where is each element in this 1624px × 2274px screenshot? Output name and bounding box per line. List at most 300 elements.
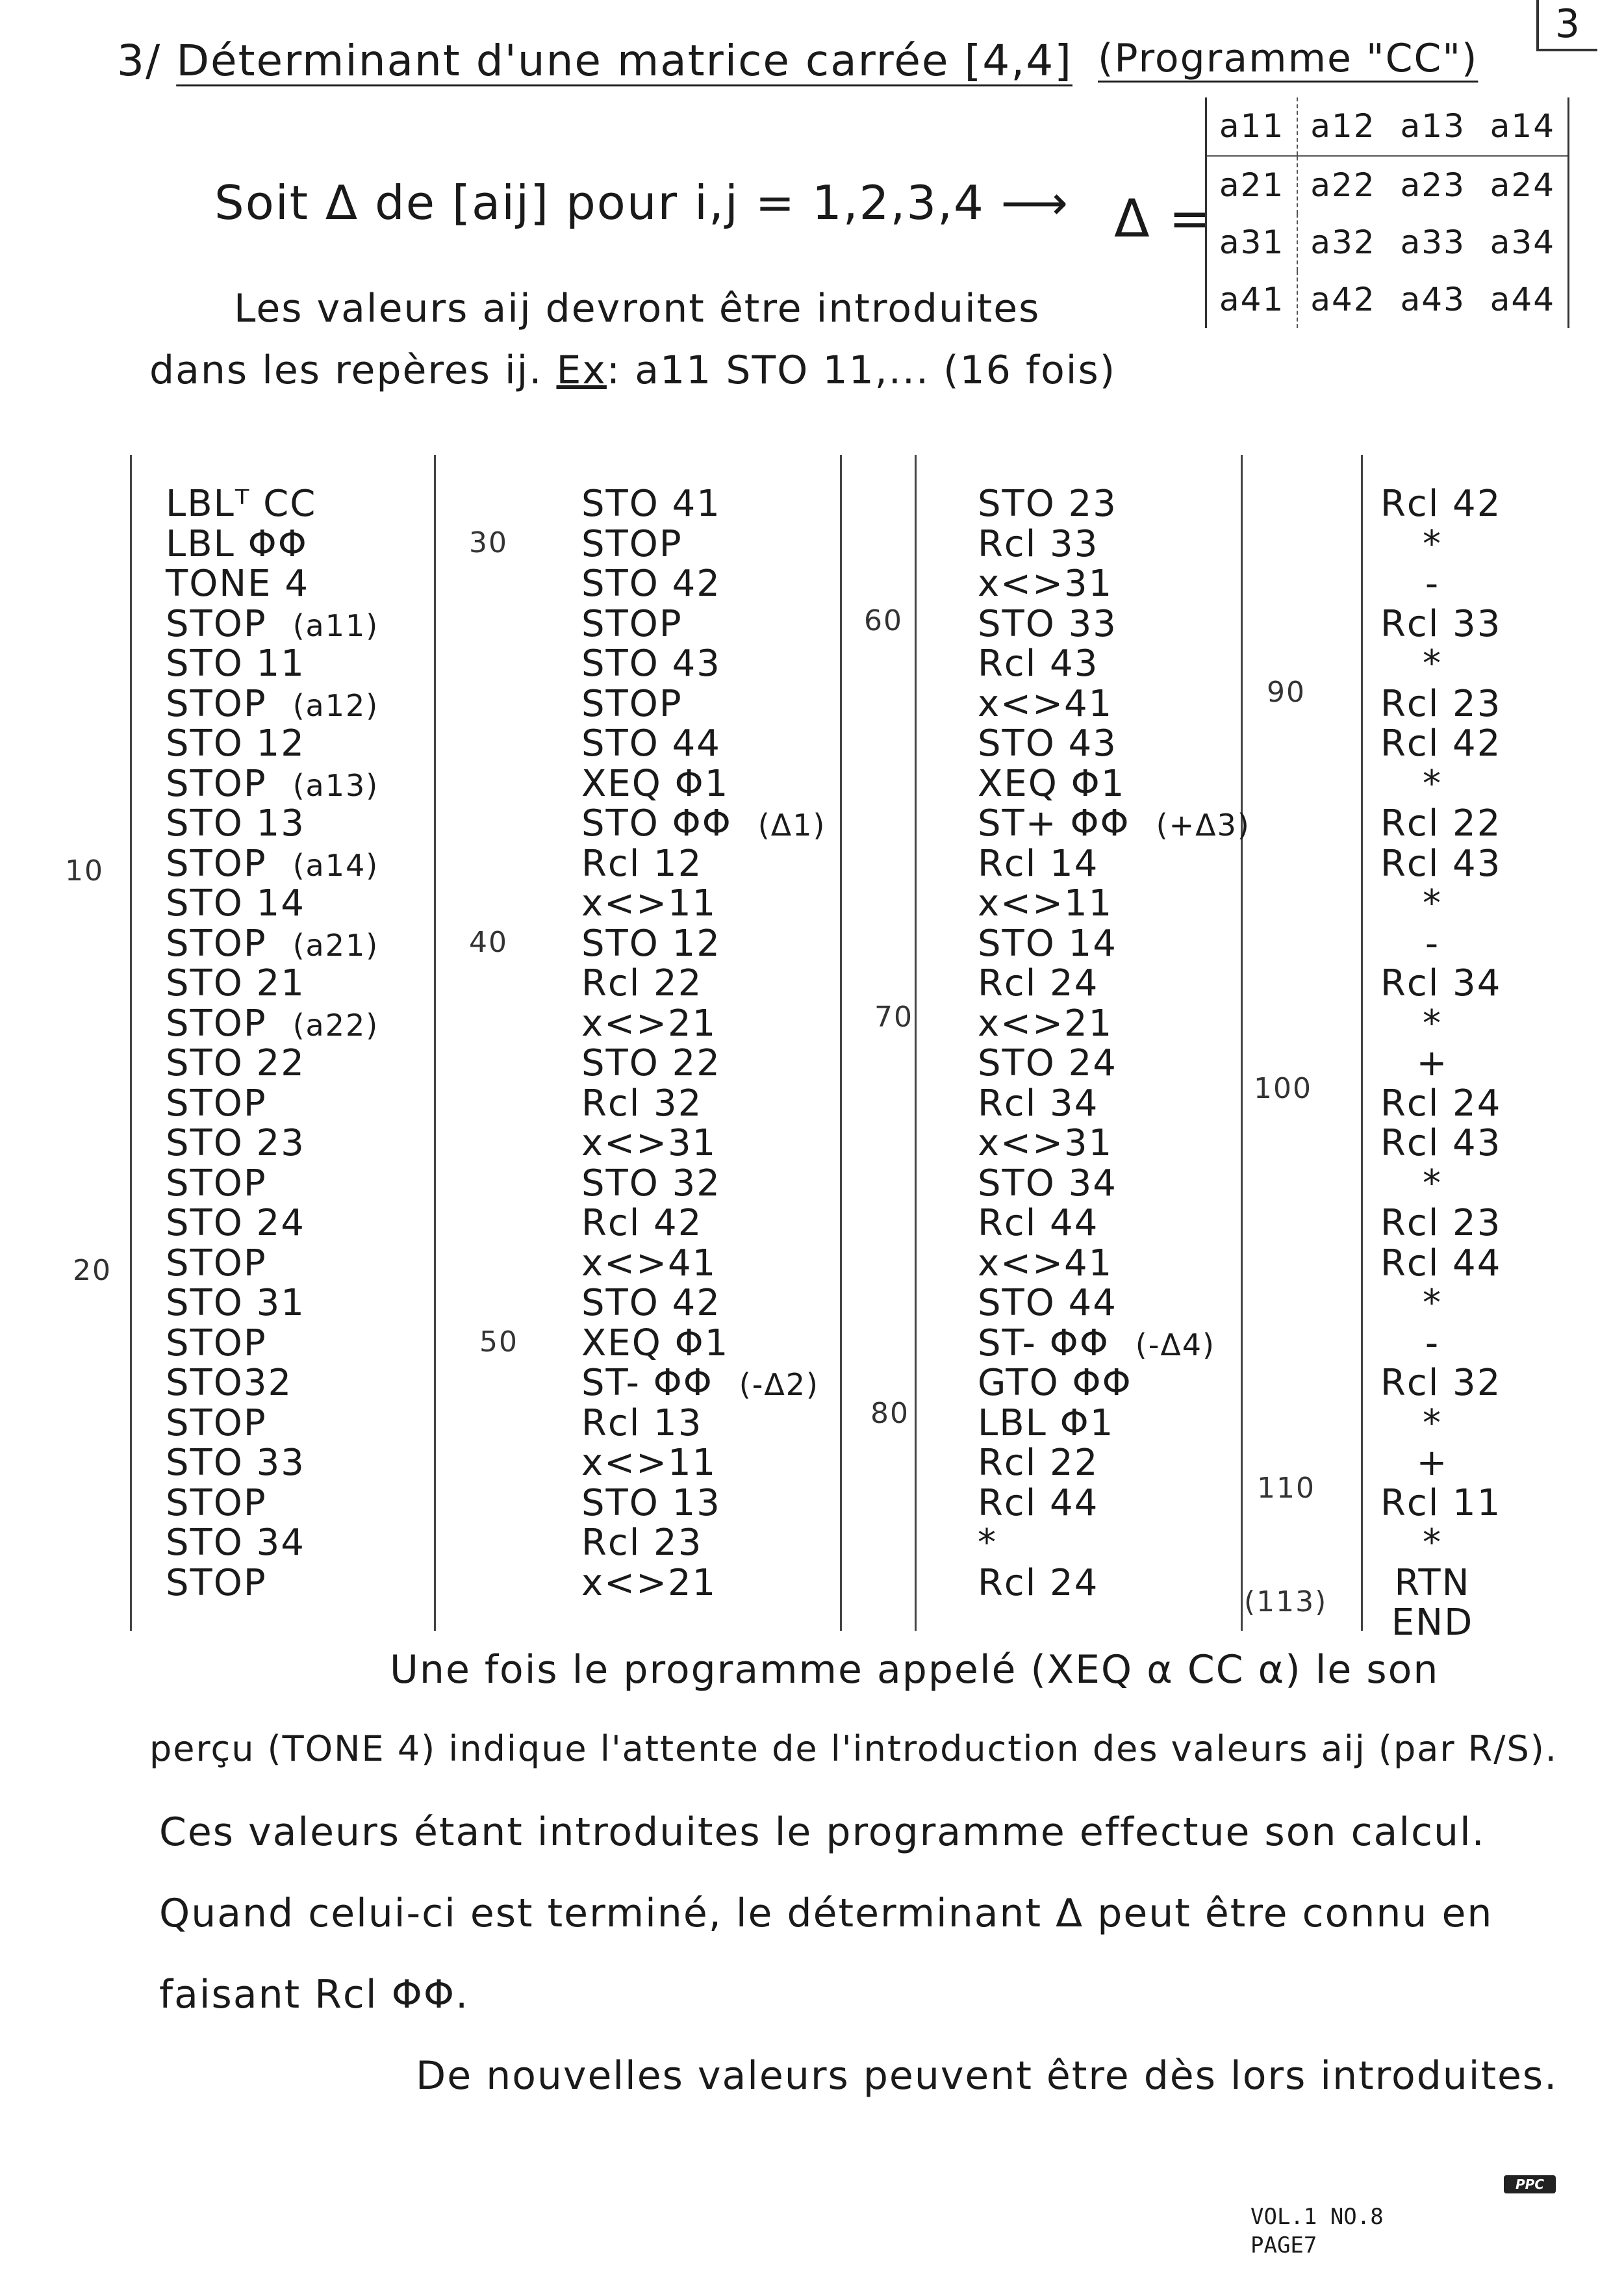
step-instruction: * [1423, 1522, 1442, 1564]
program-step [1380, 1043, 1484, 1084]
step-instruction: STO 31 [166, 1282, 305, 1324]
program-step [166, 644, 379, 684]
matrix-cell: a24 [1490, 166, 1556, 204]
step-instruction: * [978, 1522, 997, 1564]
matrix-cell: a34 [1490, 223, 1556, 261]
step-instruction: x<>41 [581, 1242, 717, 1284]
step-instruction: STO 34 [978, 1162, 1117, 1205]
program-step [166, 844, 379, 884]
program-step [978, 804, 1250, 844]
program-step [978, 1244, 1250, 1284]
step-instruction: x<>31 [978, 1122, 1113, 1164]
program-step [581, 564, 826, 604]
step-instruction: x<>41 [978, 682, 1113, 725]
matrix-cell: a21 [1207, 156, 1297, 214]
program-step [1380, 644, 1484, 684]
program-step [1380, 1523, 1484, 1563]
program-step [978, 1563, 1250, 1603]
line-number: 40 [469, 926, 508, 959]
page-number-box: 3 [1536, 0, 1597, 51]
program-step [1380, 1563, 1484, 1603]
program-column-4 [1380, 483, 1502, 1644]
program-step [1380, 682, 1502, 725]
step-instruction: XEQ Φ1 [978, 762, 1126, 805]
program-step [978, 644, 1250, 684]
program-step [581, 484, 826, 524]
step-instruction: STO32 [166, 1362, 293, 1404]
step-instruction: XEQ Φ1 [581, 762, 730, 805]
step-instruction: TONE 4 [166, 563, 309, 605]
program-step [978, 524, 1250, 565]
program-step [581, 684, 826, 724]
matrix-cell: a11 [1207, 97, 1297, 156]
step-instruction: Rcl 23 [1380, 1202, 1502, 1244]
matrix-cell: a13 [1388, 97, 1478, 156]
program-step [1380, 1202, 1502, 1244]
program-step [166, 764, 379, 804]
program-step [166, 1004, 379, 1044]
step-instruction: STOP [166, 1401, 267, 1444]
step-instruction: STOP [166, 1481, 267, 1524]
program-step [166, 1043, 379, 1084]
explanation-line: faisant Rcl ΦΦ. [159, 1972, 470, 2017]
step-instruction: ST+ ΦΦ [978, 802, 1130, 845]
matrix-row [1207, 156, 1567, 214]
program-step [581, 884, 826, 924]
step-instruction: Rcl 42 [1380, 722, 1502, 765]
program-step [978, 924, 1250, 964]
step-instruction: STO 41 [581, 483, 721, 525]
step-instruction: STO 43 [581, 643, 721, 685]
explanation-line: Ces valeurs étant introduites le programme effectue son calcul. [159, 1809, 1486, 1855]
step-annotation: (a12) [292, 687, 379, 723]
step-instruction: Rcl 33 [1380, 602, 1502, 645]
program-step [166, 604, 379, 645]
program-step [1380, 1082, 1502, 1125]
step-instruction: * [1423, 762, 1442, 805]
program-column-1 [166, 484, 379, 1603]
matrix-cell: a33 [1400, 223, 1465, 261]
program-step [581, 1123, 826, 1164]
program-step [978, 564, 1250, 604]
step-instruction: STO 24 [166, 1202, 305, 1244]
step-annotation: (a22) [292, 1007, 379, 1043]
program-step [581, 964, 826, 1004]
program-name: (Programme "CC") [1098, 36, 1478, 81]
step-instruction: x<>11 [978, 882, 1113, 925]
column-divider [840, 455, 842, 1631]
step-annotation: (Δ1) [757, 808, 826, 843]
step-instruction: STOP [166, 1002, 267, 1045]
step-instruction: LBL ΦΦ [166, 522, 308, 565]
program-step [581, 1443, 826, 1483]
determinant-matrix [1205, 97, 1569, 328]
program-step [166, 1164, 379, 1204]
line-number: 100 [1254, 1072, 1312, 1105]
program-step [1380, 1283, 1484, 1323]
step-instruction: STO 42 [581, 563, 721, 605]
step-instruction: STOP [581, 602, 683, 645]
step-instruction: STO 23 [978, 483, 1117, 525]
line-number: 20 [73, 1254, 112, 1287]
step-instruction: Rcl 43 [978, 643, 1099, 685]
program-step [1380, 1242, 1502, 1284]
step-instruction: Rcl 34 [1380, 962, 1502, 1004]
program-step [166, 924, 379, 964]
step-instruction: - [1425, 922, 1440, 965]
step-instruction: STOP [166, 1082, 267, 1125]
step-instruction: * [1423, 1162, 1442, 1205]
line-number: 110 [1257, 1472, 1315, 1505]
step-instruction: Rcl 43 [1380, 1122, 1502, 1164]
step-instruction: Rcl 14 [978, 842, 1099, 885]
step-instruction: Rcl 42 [581, 1202, 703, 1244]
line-number: 60 [864, 604, 903, 637]
page-label: PAGE7 [1250, 2232, 1317, 2258]
program-step [1380, 722, 1502, 765]
program-step [581, 764, 826, 804]
program-step [166, 804, 379, 844]
program-step [978, 884, 1250, 924]
step-instruction: Rcl 24 [978, 1561, 1099, 1604]
program-step [166, 884, 379, 924]
program-step [581, 924, 826, 964]
step-instruction: x<>11 [581, 882, 717, 925]
step-instruction: Rcl 12 [581, 842, 703, 885]
program-step [166, 1123, 379, 1164]
program-step [978, 604, 1250, 645]
step-instruction: - [1425, 1322, 1440, 1364]
program-step [1380, 602, 1502, 645]
program-step [1380, 483, 1502, 525]
step-instruction: STOP [581, 522, 683, 565]
step-instruction: Rcl 13 [581, 1401, 703, 1444]
program-step [978, 1403, 1250, 1444]
delta-equals: Δ = [1114, 188, 1214, 249]
example-label: Ex [556, 348, 607, 393]
step-instruction: ST- ΦΦ [978, 1322, 1110, 1364]
step-instruction: STO 11 [166, 643, 305, 685]
column-divider [915, 455, 917, 1631]
step-instruction: Rcl 22 [1380, 802, 1502, 845]
line-number: (113) [1244, 1585, 1328, 1618]
program-step [978, 1363, 1250, 1403]
program-step [1380, 1164, 1484, 1204]
intro-line-1: Les valeurs aij devront être introduites [234, 286, 1041, 331]
step-instruction: - [1425, 563, 1440, 605]
step-instruction: STO 13 [581, 1481, 721, 1524]
step-instruction: * [1423, 643, 1442, 685]
step-instruction: x<>21 [978, 1002, 1113, 1045]
ppc-logo: PPC [1504, 2175, 1556, 2193]
step-annotation: (-Δ4) [1135, 1327, 1216, 1362]
program-step [166, 964, 379, 1004]
program-step [166, 564, 379, 604]
program-step [978, 964, 1250, 1004]
matrix-cell: a43 [1400, 280, 1465, 318]
program-step [1380, 764, 1484, 804]
program-step [166, 684, 379, 724]
step-instruction: STO 22 [166, 1042, 305, 1084]
matrix-cell: a14 [1478, 97, 1567, 156]
program-step [1380, 1122, 1502, 1164]
program-step [581, 1283, 826, 1323]
column-divider [130, 455, 132, 1631]
program-step [978, 1483, 1250, 1524]
program-step [166, 484, 379, 524]
program-step [1380, 842, 1502, 885]
intro-line-2-a: dans les repères ij. [149, 348, 557, 393]
program-step [978, 1443, 1250, 1483]
step-instruction: STO 12 [581, 922, 721, 965]
program-column-3 [978, 484, 1250, 1603]
line-number: 90 [1267, 676, 1306, 709]
program-step [978, 1283, 1250, 1323]
program-step [581, 604, 826, 645]
step-instruction: STO 21 [166, 962, 305, 1004]
program-column-2 [581, 484, 826, 1603]
program-step [1380, 1004, 1484, 1044]
matrix-row [1207, 214, 1567, 271]
step-instruction: Rcl 11 [1380, 1481, 1502, 1524]
step-instruction: * [1423, 1002, 1442, 1045]
title-number: 3/ [117, 36, 162, 86]
step-instruction: Rcl 33 [978, 522, 1099, 565]
program-step [581, 1363, 826, 1403]
program-step [1380, 1481, 1502, 1524]
program-step [978, 724, 1250, 764]
program-step [1380, 524, 1484, 565]
step-instruction: Rcl 23 [1380, 682, 1502, 725]
step-instruction: XEQ Φ1 [581, 1322, 730, 1364]
step-instruction: STOP [166, 922, 267, 965]
step-instruction: x<>21 [581, 1561, 717, 1604]
step-instruction: * [1423, 1401, 1442, 1444]
step-instruction: x<>11 [581, 1442, 717, 1484]
matrix-row [1207, 97, 1567, 156]
program-step [581, 1043, 826, 1084]
step-instruction: STO 14 [978, 922, 1117, 965]
step-instruction: RTN [1394, 1561, 1471, 1604]
matrix-cell: a12 [1297, 97, 1388, 156]
step-instruction: LBLᵀ CC [166, 483, 317, 525]
program-step [166, 724, 379, 764]
step-instruction: x<>21 [581, 1002, 717, 1045]
step-instruction: * [1423, 1282, 1442, 1324]
step-instruction: Rcl 22 [581, 962, 703, 1004]
line-number: 80 [870, 1397, 909, 1430]
program-step [1380, 884, 1484, 924]
program-step [166, 1323, 379, 1364]
program-step [581, 1323, 826, 1364]
explanation-line: De nouvelles valeurs peuvent être dès lors introduites. [416, 2053, 1558, 2099]
step-instruction: STO 14 [166, 882, 305, 925]
program-step [166, 1283, 379, 1323]
step-instruction: STO 32 [581, 1162, 721, 1205]
program-step [166, 1084, 379, 1124]
step-instruction: STO 43 [978, 722, 1117, 765]
step-instruction: Rcl 42 [1380, 483, 1502, 525]
step-annotation: (+Δ3) [1156, 808, 1250, 843]
program-step [581, 1203, 826, 1244]
intro-line-2-b: : a11 STO 11,... (16 fois) [606, 348, 1117, 393]
matrix-cell: a31 [1207, 214, 1297, 271]
step-instruction: x<>41 [978, 1242, 1113, 1284]
program-step [166, 1443, 379, 1483]
program-step [978, 844, 1250, 884]
program-step [581, 524, 826, 565]
program-step [581, 1004, 826, 1044]
step-instruction: STO 44 [978, 1282, 1117, 1324]
step-instruction: STOP [166, 762, 267, 805]
step-instruction: STOP [166, 1242, 267, 1284]
step-instruction: Rcl 32 [581, 1082, 703, 1125]
step-instruction: + [1416, 1042, 1449, 1084]
step-instruction: STO 42 [581, 1282, 721, 1324]
column-divider [1361, 455, 1363, 1631]
matrix-table [1207, 97, 1567, 328]
step-instruction: END [1391, 1602, 1474, 1644]
program-step [581, 644, 826, 684]
page-title [117, 36, 1072, 86]
step-instruction: STO 44 [581, 722, 721, 765]
step-instruction: Rcl 24 [1380, 1082, 1502, 1125]
step-instruction: Rcl 32 [1380, 1362, 1502, 1404]
line-number: 10 [65, 854, 104, 888]
column-divider [434, 455, 436, 1631]
program-step [166, 1244, 379, 1284]
step-instruction: Rcl 44 [978, 1202, 1099, 1244]
step-annotation: (a14) [292, 847, 379, 883]
program-step [1380, 1323, 1484, 1364]
program-step [581, 1483, 826, 1524]
step-instruction: Rcl 43 [1380, 842, 1502, 885]
step-instruction: Rcl 23 [581, 1522, 703, 1564]
program-step [166, 524, 379, 565]
step-instruction: Rcl 34 [978, 1082, 1099, 1125]
program-step [978, 1203, 1250, 1244]
step-instruction: ST- ΦΦ [581, 1362, 713, 1404]
step-annotation: (a13) [292, 767, 379, 803]
program-step [581, 1164, 826, 1204]
footer [1250, 2203, 1384, 2260]
program-step [166, 1403, 379, 1444]
program-step [978, 1323, 1250, 1364]
step-instruction: STO 13 [166, 802, 305, 845]
program-step [581, 1244, 826, 1284]
volume-label: VOL.1 NO.8 [1250, 2204, 1384, 2230]
program-step [166, 1203, 379, 1244]
program-step [581, 724, 826, 764]
program-step [978, 764, 1250, 804]
step-instruction: STOP [166, 1322, 267, 1364]
program-step [978, 1123, 1250, 1164]
step-instruction: Rcl 22 [978, 1442, 1099, 1484]
step-annotation: (a11) [292, 607, 379, 643]
program-step [1380, 564, 1484, 604]
step-instruction: STOP [581, 682, 683, 725]
program-step [978, 1043, 1250, 1084]
step-instruction: * [1423, 522, 1442, 565]
step-instruction: Rcl 44 [1380, 1242, 1502, 1284]
program-step [1380, 1443, 1484, 1483]
program-step [978, 1084, 1250, 1124]
program-step [978, 1164, 1250, 1204]
explanation-line: perçu (TONE 4) indique l'attente de l'introduction des valeurs aij (par R/S). [149, 1728, 1558, 1769]
step-instruction: STOP [166, 842, 267, 885]
step-instruction: * [1423, 882, 1442, 925]
program-step [1380, 962, 1502, 1004]
program-step [1380, 924, 1484, 964]
program-step [581, 844, 826, 884]
program-step [1380, 1362, 1502, 1404]
step-instruction: STOP [166, 1561, 267, 1604]
explanation-line: Quand celui-ci est terminé, le déterminant Δ peut être connu en [159, 1891, 1493, 1936]
matrix-cell: a44 [1490, 280, 1556, 318]
line-number: 70 [874, 1001, 913, 1034]
step-instruction: STOP [166, 682, 267, 725]
step-instruction: STO 22 [581, 1042, 721, 1084]
program-step [1380, 1603, 1484, 1643]
matrix-cell: a22 [1310, 166, 1376, 204]
matrix-cell: a42 [1310, 280, 1376, 318]
step-instruction: LBL Φ1 [978, 1401, 1115, 1444]
step-instruction: STO ΦΦ [581, 802, 732, 845]
step-instruction: STO 23 [166, 1122, 305, 1164]
step-instruction: Rcl 24 [978, 962, 1099, 1004]
step-instruction: STOP [166, 1162, 267, 1205]
step-instruction: STO 12 [166, 722, 305, 765]
program-step [581, 1403, 826, 1444]
definition-line: Soit Δ de [aij] pour i,j = 1,2,3,4 ⟶ [214, 175, 1069, 230]
step-instruction: + [1416, 1442, 1449, 1484]
step-instruction: STO 33 [166, 1442, 305, 1484]
program-step [1380, 802, 1502, 845]
program-step [581, 1084, 826, 1124]
program-step [581, 1563, 826, 1603]
program-step [166, 1363, 379, 1403]
matrix-row [1207, 271, 1567, 328]
title-text: Déterminant d'une matrice carrée [4,4] [176, 36, 1072, 86]
step-instruction: x<>31 [581, 1122, 717, 1164]
matrix-cell: a41 [1207, 271, 1297, 328]
program-step [166, 1563, 379, 1603]
intro-line-2 [149, 348, 1116, 393]
program-step [978, 484, 1250, 524]
step-instruction: STO 34 [166, 1522, 305, 1564]
line-number: 50 [479, 1325, 518, 1359]
step-annotation: (-Δ2) [739, 1367, 820, 1402]
matrix-cell: a32 [1310, 223, 1376, 261]
matrix-cell: a23 [1400, 166, 1465, 204]
program-step [978, 684, 1250, 724]
step-instruction: Rcl 44 [978, 1481, 1099, 1524]
step-instruction: GTO ΦΦ [978, 1362, 1132, 1404]
program-step [1380, 1403, 1484, 1444]
step-instruction: STO 24 [978, 1042, 1117, 1084]
step-instruction: x<>31 [978, 563, 1113, 605]
program-step [978, 1523, 1250, 1563]
program-step [581, 804, 826, 844]
program-step [166, 1523, 379, 1563]
step-instruction: STOP [166, 602, 267, 645]
program-step [581, 1523, 826, 1563]
step-annotation: (a21) [292, 927, 379, 963]
step-instruction: STO 33 [978, 602, 1117, 645]
program-step [978, 1004, 1250, 1044]
line-number: 30 [469, 526, 508, 559]
explanation-line: Une fois le programme appelé (XEQ α CC α) le son [390, 1647, 1440, 1693]
